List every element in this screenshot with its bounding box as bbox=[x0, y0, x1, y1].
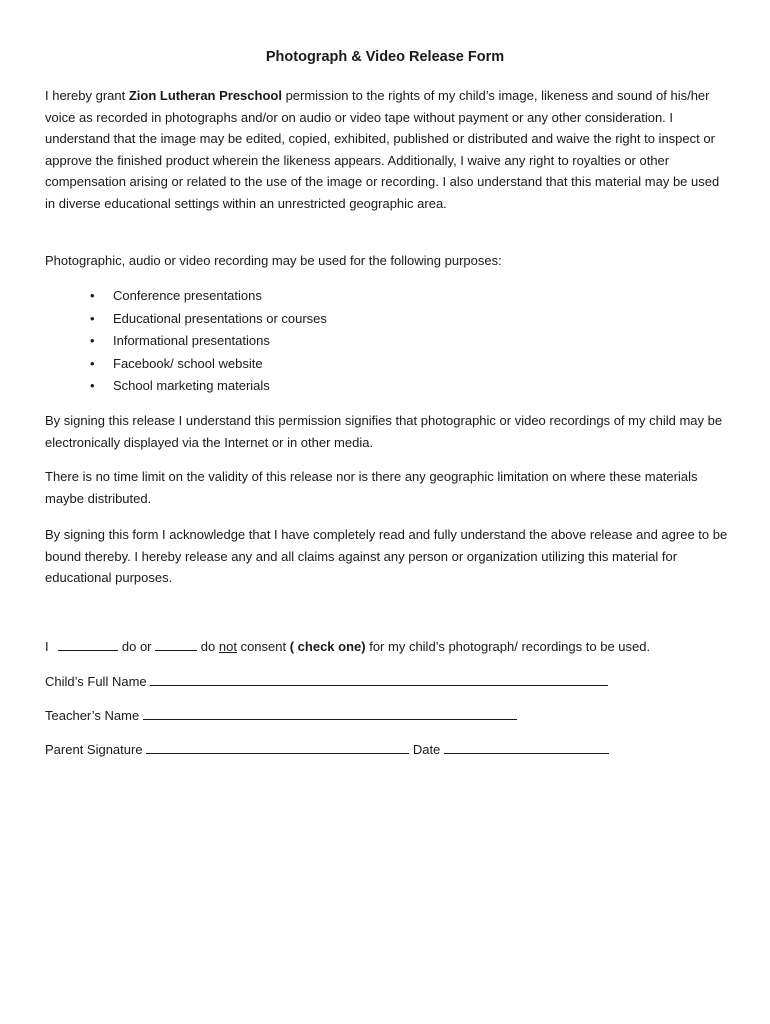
child-name-label: Child’s Full Name bbox=[45, 674, 147, 689]
date-field[interactable] bbox=[444, 740, 609, 754]
list-item: • School marketing materials bbox=[90, 375, 327, 398]
consent-line bbox=[45, 637, 650, 657]
bullet-icon: • bbox=[90, 378, 95, 394]
consent-do-label: do or bbox=[121, 639, 152, 654]
purposes-list bbox=[90, 285, 327, 398]
parent-signature-field[interactable] bbox=[146, 740, 409, 754]
bullet-icon: • bbox=[90, 288, 95, 303]
parent-signature-row bbox=[45, 740, 609, 760]
date-label: Date bbox=[412, 742, 441, 757]
consent-i-label: I bbox=[45, 639, 49, 654]
teacher-name-field[interactable] bbox=[143, 706, 517, 720]
intro-paragraph bbox=[45, 85, 730, 215]
teacher-name-row bbox=[45, 706, 517, 726]
purposes-intro: Photographic, audio or video recording may be used for the following purposes: bbox=[45, 253, 502, 268]
do-consent-checkbox-blank[interactable] bbox=[58, 637, 118, 651]
organization-name: Zion Lutheran Preschool bbox=[128, 88, 282, 103]
intro-body: permission to the rights of my child’s image, likeness and sound of his/her voice as recorded in photographs and/or on audio or video tape without payment or any other consideration. I understand that the image may be edited, copied, exhibited, published or distributed and waive the right to inspect or approve the finished product wherein the likeness appears. Additionally, I waive any right to royalties or other compensation arising or related to the use of the image or recording. I also understand that this material may be used in diverse educational settings within an unrestricted geographic area. bbox=[45, 88, 720, 211]
time-limit-paragraph: There is no time limit on the validity of this release nor is there any geographic limitation on where these materials maybe distributed. bbox=[45, 469, 698, 506]
intro-prefix: I hereby grant bbox=[45, 88, 129, 103]
teacher-name-label: Teacher’s Name bbox=[45, 708, 140, 723]
form-title: Photograph & Video Release Form bbox=[265, 49, 505, 65]
child-name-field[interactable] bbox=[150, 672, 608, 686]
bullet-icon: • bbox=[90, 355, 95, 371]
list-item: • Conference presentations bbox=[90, 285, 327, 308]
parent-signature-label: Parent Signature bbox=[45, 742, 143, 757]
do-not-consent-checkbox-blank[interactable] bbox=[155, 637, 197, 651]
consent-not-word: not bbox=[218, 639, 237, 654]
consent-do-not-prefix: do bbox=[200, 639, 216, 654]
signing-paragraph: By signing this release I understand this permission signifies that photographic or video recordings of my child may be electronically displayed via the Internet or in other media. bbox=[45, 413, 723, 450]
list-item: • Facebook/ school website bbox=[90, 353, 327, 376]
list-item: • Educational presentations or courses bbox=[90, 308, 327, 331]
consent-suffix: for my child’s photograph/ recordings to be used. bbox=[369, 639, 651, 654]
bullet-icon: • bbox=[90, 310, 95, 326]
check-one-label: ( check one) bbox=[289, 639, 366, 654]
child-name-row bbox=[45, 672, 608, 692]
list-item: • Informational presentations bbox=[90, 330, 327, 353]
consent-word: consent bbox=[240, 639, 287, 654]
bullet-icon: • bbox=[90, 333, 95, 349]
acknowledge-paragraph: By signing this form I acknowledge that I have completely read and fully understand the above release and agree to be bound thereby. I hereby release any and all claims against any person or organization utilizing this material for educational purposes. bbox=[45, 527, 728, 586]
